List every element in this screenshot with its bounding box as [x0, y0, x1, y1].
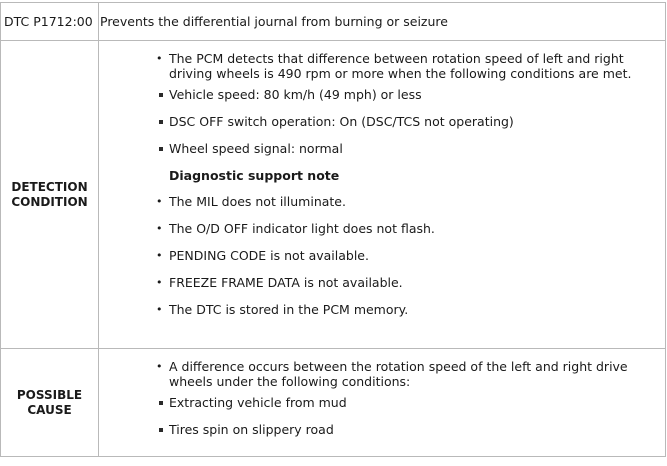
note-heading: Diagnostic support note	[169, 168, 340, 183]
condition-item: Vehicle speed: 80 km/h (49 mph) or less	[169, 87, 665, 102]
note-item: • The DTC is stored in the PCM memory.	[169, 302, 665, 317]
dtc-table	[0, 2, 666, 457]
dtc-code: DTC P1712:00	[1, 3, 99, 41]
cause-row	[1, 349, 666, 457]
note-item: • FREEZE FRAME DATA is not available.	[169, 275, 665, 290]
dtc-description: Prevents the differential journal from burning or seizure	[99, 3, 666, 41]
cause-main-bullet: • A difference occurs between the rotation speed of the left and right drive wheels under the following conditions:	[169, 359, 639, 389]
detection-label	[1, 41, 99, 349]
cause-label-line2: CAUSE	[27, 402, 72, 417]
detection-main-bullet: • The PCM detects that difference between rotation speed of left and right driving wheels is 490 rpm or more when the following conditions are met.	[169, 51, 639, 81]
cause-label-line1: POSSIBLE	[16, 387, 83, 402]
detection-row	[1, 41, 666, 349]
header-row	[1, 3, 666, 41]
condition-item: Wheel speed signal: normal	[169, 141, 665, 156]
note-item: • The O/D OFF indicator light does not flash.	[169, 221, 665, 236]
note-item: • The MIL does not illuminate.	[169, 194, 665, 209]
cause-condition-item: Extracting vehicle from mud	[169, 395, 665, 410]
detection-label-line1: DETECTION	[11, 179, 88, 194]
detection-content	[99, 41, 666, 349]
condition-item: DSC OFF switch operation: On (DSC/TCS not operating)	[169, 114, 665, 129]
note-item: • PENDING CODE is not available.	[169, 248, 665, 263]
cause-label	[1, 349, 99, 457]
cause-condition-item: Tires spin on slippery road	[169, 422, 665, 437]
cause-content	[99, 349, 666, 457]
detection-label-line2: CONDITION	[11, 194, 88, 209]
